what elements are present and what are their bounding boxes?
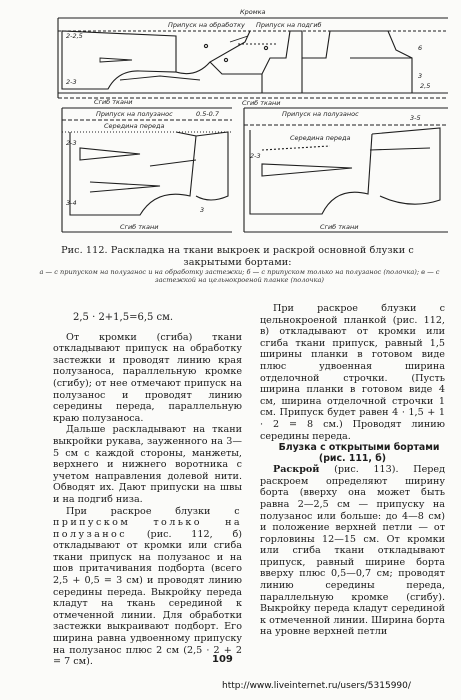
spaced-emphasis: с припуском только на полузанос bbox=[53, 505, 242, 540]
label-allowance-finish: Припуск на обработку bbox=[168, 21, 245, 29]
page-number: 109 bbox=[212, 654, 233, 665]
mark-top-1: 6 bbox=[418, 44, 423, 52]
mark-top-0: 2-2,5 bbox=[66, 32, 83, 40]
paragraph-tail: (рис. 112, б) откладывают от кромки или сгиба ткани припуск на полузанос и на шов притачивания подборта (всего 2,5 + 0,5 = 3 см) и проводят линию середины переда. Выкройку переда кладут на ткань серединой к отмеченной линии. Для обработки застежки выкраивают подборт. Его ширина равна удвоенному припуску на полузанос плюс 2 см (2,5 · 2 + 2 = 7 см). bbox=[53, 528, 242, 668]
label-fold-top-left: Сгиб ткани bbox=[94, 98, 133, 106]
paragraph: При раскрое блузки с цельнокроеной планкой (рис. 112, в) откладывают от кромки или сгиба ткани припуск, равный 1,5 ширины планки в готовом виде плюс удвоенная ширина отделочной строчки. (Пусть ширина планки в готовом виде 4 см, ширина отделочной строчки 1 см. Припуск будет равен 4 · 1,5 + 1 · 2 = 8 см.) Проводят линию середины переда. bbox=[260, 303, 445, 442]
paragraph-lead: При раскрое блузки bbox=[66, 505, 211, 517]
left-column bbox=[53, 310, 242, 668]
footer-url[interactable]: http://www.liveinternet.ru/users/5315990/ bbox=[222, 681, 411, 691]
layout-b-diagram bbox=[244, 108, 448, 232]
mark-b-0: 2-3 bbox=[250, 152, 261, 160]
label-allowance-hem: Припуск на подгиб bbox=[256, 21, 322, 29]
mark-top-3: 2-3 bbox=[66, 78, 77, 86]
paragraph: Дальше раскладывают на ткани выкройки рукава, зауженного на 3—5 см с каждой стороны, манжеты, верхнего и нижнего воротника с учетом направления долевой нити. Обводят их. Дают припуски на швы и на подгиб низа. bbox=[53, 424, 242, 505]
mark-top-2: 3 bbox=[418, 72, 423, 80]
mark-top-4: 2,5 bbox=[420, 82, 431, 90]
label-kromka: Кромка bbox=[240, 8, 266, 16]
mark-a-1: 3-4 bbox=[66, 199, 77, 207]
term-bold: Раскрой bbox=[273, 464, 320, 476]
label-a-allowance: Припуск на полузанос bbox=[96, 110, 173, 118]
paragraph: От кромки (сгиба) ткани откладывают припуск на обработку застежки и проводят линию края полузаноса, параллельную кромке (сгибу); от нее отмечают припуск на полузанос и проводят линию середины переда, параллельную краю полузаноса. bbox=[53, 331, 242, 424]
equation: 2,5 · 2+1,5=6,5 см. bbox=[73, 312, 174, 323]
section-heading: Блузка с открытыми бортами (рис. 111, б) bbox=[278, 442, 440, 465]
top-layout-diagram bbox=[58, 18, 448, 98]
paragraph bbox=[260, 464, 445, 638]
label-b-center: Середина переда bbox=[290, 134, 351, 142]
label-a-fold: Сгиб ткани bbox=[120, 223, 159, 231]
label-a-range: 0.5-0.7 bbox=[196, 110, 220, 118]
label-fold-top: Сгиб ткани bbox=[242, 99, 281, 107]
paragraph bbox=[53, 506, 242, 668]
right-column bbox=[260, 303, 445, 638]
mark-a-0: 2-3 bbox=[66, 139, 77, 147]
label-b-range: 3-5 bbox=[410, 114, 421, 122]
figure-legend: а — с припуском на полузанос и на обработку застежки; б — с припуском только на полузанос (полочка); в — с застежкой на цельнокроеной планке (полочка) bbox=[39, 268, 440, 285]
paragraph-body: (рис. 113). Перед раскроем определяют ширину борта (вверху она может быть равна 2—2,5 см — припуску на полузанос или больше: до 4—8 см) и положение верхней петли — от горловины 12—15 см. От кромки или сгиба ткани откладывают припуск, равный ширине борта вверху плюс 0,5—0,7 см; проводят линию середины переда, параллельную кромке (сгибу). Выкройку переда кладут серединой к отмеченной линии. Ширина борта на уровне верхней петли bbox=[260, 464, 445, 638]
cutting-layout-figure bbox=[0, 0, 461, 240]
label-b-fold: Сгиб ткани bbox=[320, 223, 359, 231]
label-b-allowance: Припуск на полузанос bbox=[282, 110, 359, 118]
label-a-center: Середина переда bbox=[104, 122, 165, 130]
mark-a-2: 3 bbox=[200, 206, 205, 214]
figure-caption: Рис. 112. Раскладка на ткани выкроек и раскрой основной блузки с закрытыми бортами: bbox=[61, 245, 414, 268]
